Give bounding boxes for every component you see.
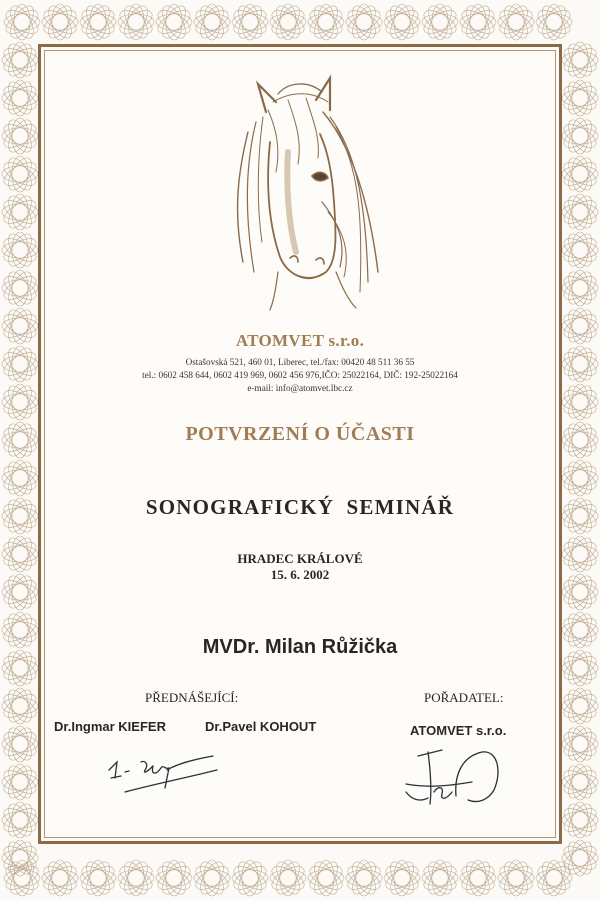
contact-line: tel.: 0602 458 644, 0602 419 969, 0602 456 976,IČO: 25022164, DIČ: 192-25022164: [142, 370, 458, 380]
organizer-signature: [398, 742, 518, 817]
email-line: e-mail: info@atomvet.lbc.cz: [247, 383, 353, 393]
address-line: Ostašovská 521, 460 01, Liberec, tel./fax: 00420 48 511 36 55: [185, 357, 415, 367]
seminar-date: 15. 6. 2002: [270, 567, 330, 582]
organizer-name: ATOMVET s.r.o.: [410, 723, 507, 738]
confirmation-title: POTVRZENÍ O ÚČASTI: [185, 423, 415, 445]
company-name: ATOMVET s.r.o.: [235, 331, 365, 350]
participant-name: MVDr. Milan Růžička: [202, 636, 398, 658]
seminar-place: HRADEC KRÁLOVÉ: [237, 551, 363, 566]
lecturer-name: Dr.Pavel KOHOUT: [205, 719, 317, 734]
lecturer-name: Dr.Ingmar KIEFER: [54, 719, 166, 734]
horse-head-logo: [218, 72, 388, 312]
lecturers-label: PŘEDNÁŠEJÍCÍ:: [145, 690, 239, 705]
seminar-title: SONOGRAFICKÝ SEMINÁŘ: [145, 495, 455, 519]
organizer-label: POŘADATEL:: [424, 690, 504, 705]
lecturer-signature: [105, 748, 225, 798]
